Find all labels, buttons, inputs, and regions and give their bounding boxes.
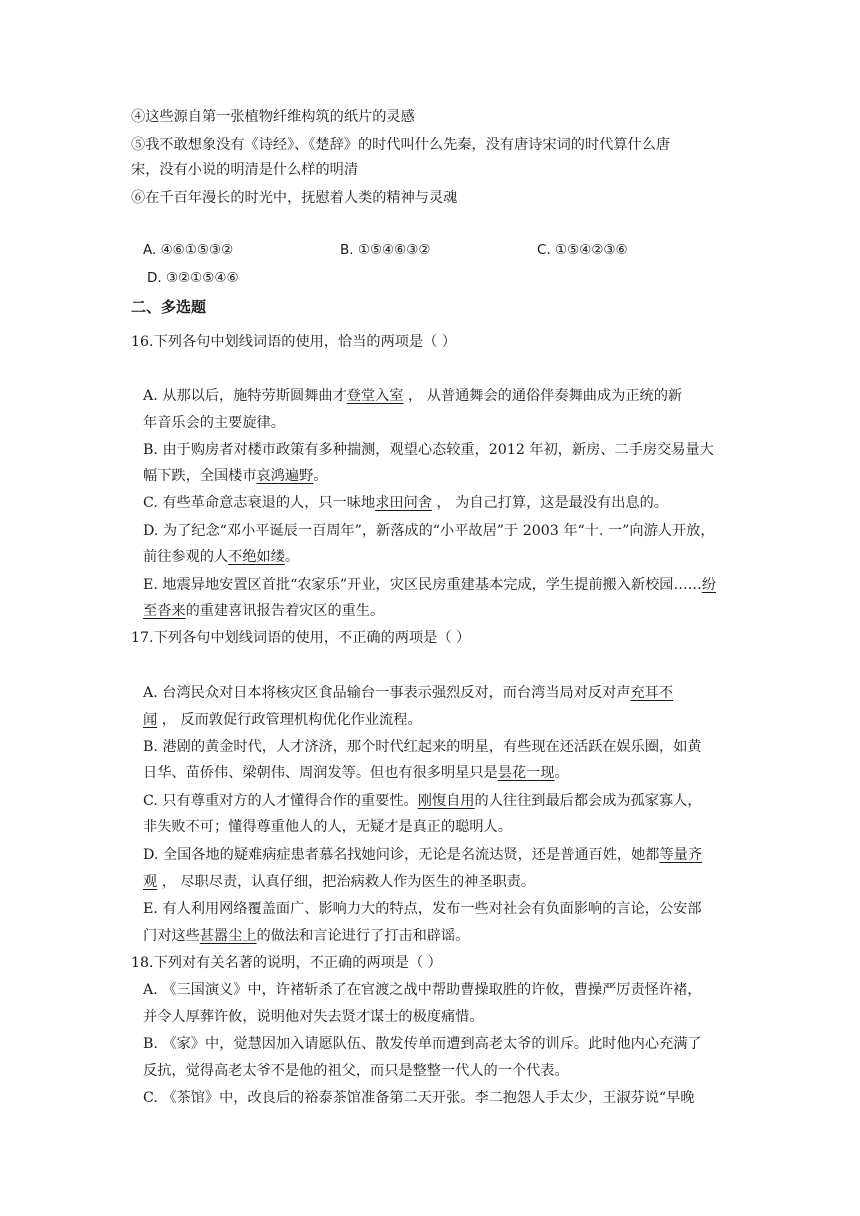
q17-option-d-line1: D. 全国各地的疑难病症患者慕名找她问诊，无论是名流达贤，还是普通百姓，她都等量齐 — [143, 847, 703, 863]
q17-option-e-line2: 门对这些甚嚣尘上的做法和言论进行了打击和辟谣。 — [143, 928, 470, 944]
underlined-term: 闻 — [143, 712, 158, 728]
section-heading: 二、多选题 — [131, 298, 207, 316]
sentence-5-line1: ⑤我不敢想象没有《诗经》、《楚辞》的时代叫什么先秦，没有唐诗宋词的时代算什么唐 — [131, 137, 671, 153]
q16-option-b-line1: B. 由于购房者对楼市政策有多种揣测，观望心态较重，2012 年初，新房、二手房交易量大 — [143, 442, 714, 458]
q18-option-a-line1: A. 《三国演义》中，许褚斩杀了在官渡之战中帮助曹操取胜的许攸，曹操严厉责怪许褚， — [143, 982, 702, 998]
q17-option-e-line1: E. 有人利用网络覆盖面广、影响力大的特点，发布一些对社会有负面影响的言论，公安部 — [143, 901, 702, 917]
sentence-4: ④这些源自第一张植物纤维构筑的纸片的灵感 — [131, 109, 415, 125]
q15-option-b: B. ①⑤④⑥③② — [340, 242, 431, 258]
q17-option-c-line2: 非失败不可；懂得尊重他人的人，无疑才是真正的聪明人。 — [143, 819, 512, 835]
underlined-term: 至沓来 — [143, 603, 186, 619]
q15-option-d: D. ③②①⑤④⑥ — [147, 270, 239, 286]
q18-stem: 18.下列对有关名著的说明，不正确的两项是（ ） — [131, 955, 442, 971]
q16-option-c: C. 有些革命意志衰退的人，只一味地求田问舍 ， 为自己打算，这是最没有出息的。 — [143, 495, 668, 511]
underlined-term: 等量齐 — [659, 847, 703, 863]
q18-option-c-line1: C. 《茶馆》中，改良后的裕泰茶馆准备第二天开张。李二抱怨人手太少，王淑芬说“早晚 — [143, 1090, 695, 1106]
q16-option-a-line2: 年音乐会的主要旋律。 — [143, 415, 285, 431]
q16-option-d-line1: D. 为了纪念“邓小平诞辰一百周年”，新落成的“小平故居”于 2003 年“十. 一”向游人开放， — [143, 523, 715, 539]
q17-option-d-line2: 观 ， 尽职尽责，认真仔细，把治病救人作为医生的神圣职责。 — [143, 874, 536, 890]
underlined-term: 甚嚣尘上 — [199, 928, 257, 944]
q18-option-b-line2: 反抗，觉得高老太爷不是他的祖父，而只是整整一代人的一个代表。 — [143, 1063, 569, 1079]
underlined-term: 不绝如缕 — [228, 549, 285, 565]
q16-option-b-line2: 幅下跌，全国楼市哀鸿遍野。 — [143, 468, 328, 484]
q16-option-a-line1: A. 从那以后，施特劳斯圆舞曲才登堂入室 ， 从普通舞会的通俗伴奏舞曲成为正统的新 — [143, 388, 683, 404]
q17-stem: 17.下列各句中划线词语的使用，不正确的两项是（ ） — [131, 630, 471, 646]
sentence-5-line2: 宋，没有小说的明清是什么样的明清 — [131, 162, 359, 178]
q18-option-a-line2: 并令人厚葬许攸，说明他对失去贤才谋士的极度痛惜。 — [143, 1009, 484, 1025]
underlined-term: 哀鸿遍野 — [256, 468, 314, 484]
q18-option-b-line1: B. 《家》中，觉慧因加入请愿队伍、散发传单而遭到高老太爷的训斥。此时他内心充满了 — [143, 1036, 702, 1052]
q16-stem: 16.下列各句中划线词语的使用，恰当的两项是（ ） — [131, 334, 457, 350]
q16-option-d-line2: 前往参观的人不绝如缕。 — [143, 549, 300, 565]
q17-option-a-line2: 闻 ， 反而敦促行政管理机构优化作业流程。 — [143, 712, 422, 728]
q16-option-e-line2: 至沓来的重建喜讯报告着灾区的重生。 — [143, 603, 385, 619]
q17-option-b-line2: 日华、苗侨伟、梁朝伟、周润发等。但也有很多明星只是昙花一现。 — [143, 765, 569, 781]
q15-option-c: C. ①⑤④②③⑥ — [537, 242, 628, 258]
sentence-6: ⑥在千百年漫长的时光中，抚慰着人类的精神与灵魂 — [131, 190, 458, 206]
underlined-term: 纷 — [701, 577, 717, 593]
q17-option-b-line1: B. 港剧的黄金时代，人才济济，那个时代红起来的明星，有些现在还活跃在娱乐圈，如黄 — [143, 739, 702, 755]
underlined-term: 充耳不 — [630, 685, 674, 701]
underlined-term: 昙花一现 — [497, 765, 555, 781]
underlined-term: 刚愎自用 — [417, 793, 475, 809]
q16-option-e-line1: E. 地震异地安置区首批“农家乐”开业，灾区民房重建基本完成，学生提前搬入新校园……纷 — [143, 577, 717, 593]
q15-option-a: A. ④⑥①⑤③② — [143, 242, 234, 258]
underlined-term: 求田问舍 — [375, 495, 432, 511]
q17-option-a-line1: A. 台湾民众对日本将核灾区食品输台一事表示强烈反对，而台湾当局对反对声充耳不 — [143, 685, 674, 701]
underlined-term: 观 — [143, 874, 158, 890]
underlined-term: 登堂入室 — [346, 388, 404, 404]
q17-option-c-line1: C. 只有尊重对方的人才懂得合作的重要性。刚愎自用的人往往到最后都会成为孤家寡人， — [143, 793, 702, 809]
